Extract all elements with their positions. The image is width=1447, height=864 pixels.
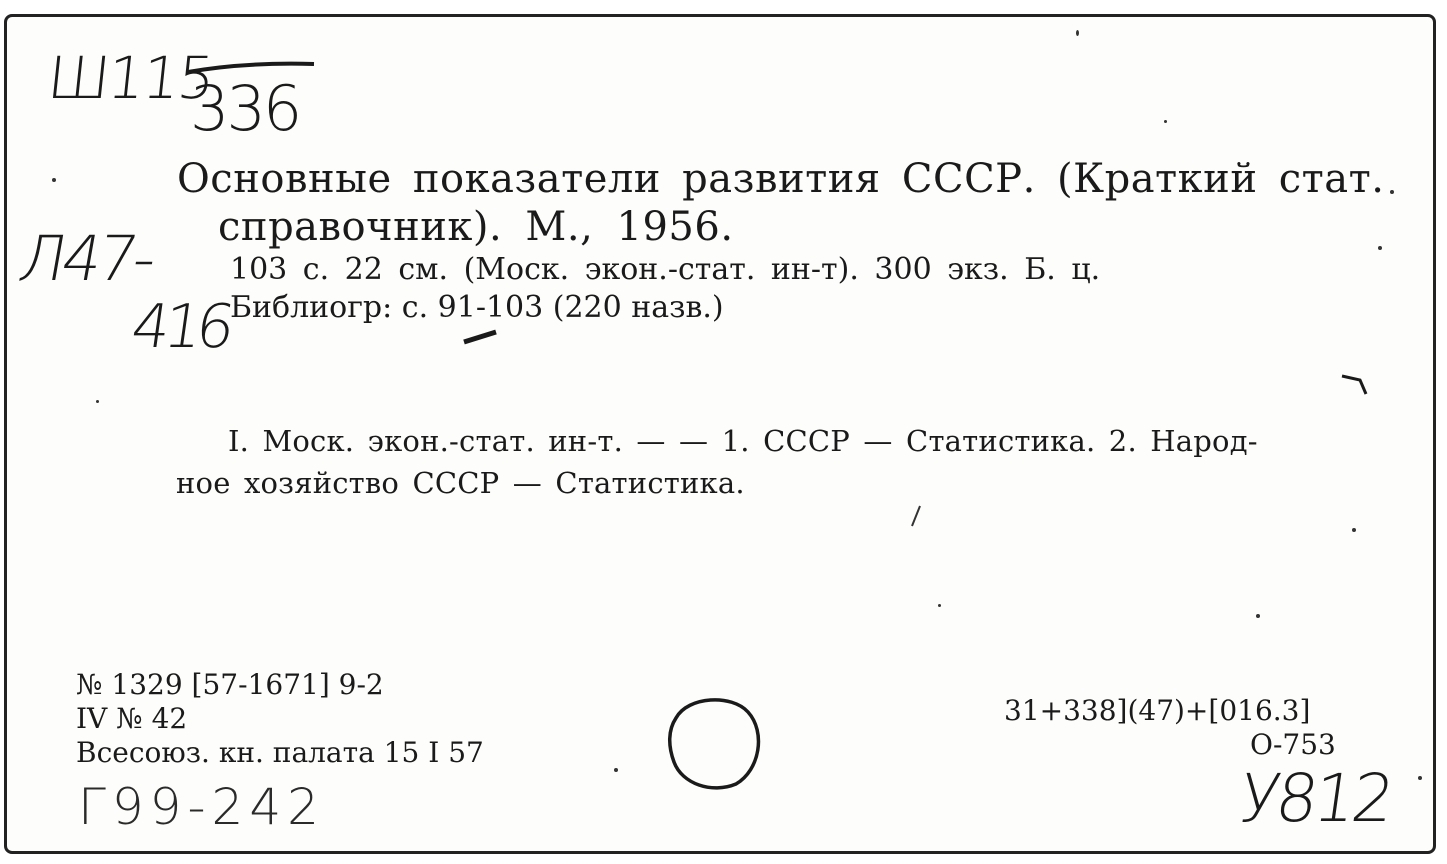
- speck: [614, 768, 618, 772]
- speck: [1352, 528, 1356, 532]
- entry-title-line-2: справочник). М., 1956.: [218, 204, 734, 250]
- punch-hole-outline: [662, 688, 772, 798]
- stray-slash: [910, 504, 922, 528]
- handwritten-side-code-top: Л47-: [13, 222, 159, 295]
- shelfmark-overline: [184, 58, 324, 78]
- entry-title-line-1: Основные показатели развития СССР. (Краткий стат.: [177, 156, 1385, 202]
- speck: [52, 178, 56, 182]
- handwritten-shelfmark-number: 336: [190, 72, 300, 145]
- classification-author-mark: О-753: [1250, 728, 1336, 761]
- speck: [1390, 190, 1394, 194]
- entry-physical-description: 103 с. 22 см. (Моск. экон.-стат. ин-т). 300 экз. Б. ц.: [230, 252, 1101, 287]
- registry-line-2: IV № 42: [76, 702, 188, 735]
- pen-mark-corner: [1340, 370, 1370, 396]
- speck: [1378, 246, 1382, 250]
- handwritten-side-code-bottom: 416: [127, 292, 234, 362]
- tracings-line-2: ное хозяйство СССР — Статистика.: [176, 466, 745, 500]
- classification-index: 31+338](47)+[016.3]: [1004, 694, 1311, 727]
- speck: [1164, 120, 1167, 123]
- speck: [1418, 776, 1422, 780]
- speck: [96, 400, 99, 403]
- speck: [1256, 614, 1260, 618]
- tracings-line-1: I. Моск. экон.-стат. ин-т. — — 1. СССР — Статистика. 2. Народ-: [228, 424, 1258, 458]
- speck: [938, 604, 941, 607]
- handwritten-bottom-left-code: Г99-242: [78, 778, 325, 836]
- registry-line-1: № 1329 [57-1671] 9-2: [76, 668, 384, 701]
- handwritten-shelfmark-prefix: Ш115: [44, 44, 217, 112]
- registry-line-3: Всесоюз. кн. палата 15 I 57: [76, 736, 484, 769]
- handwritten-bottom-right-code: У812: [1234, 760, 1396, 837]
- speck: [1076, 30, 1079, 36]
- pen-mark: [462, 330, 502, 346]
- entry-bibliography-note: Библиогр: с. 91-103 (220 назв.): [230, 290, 724, 325]
